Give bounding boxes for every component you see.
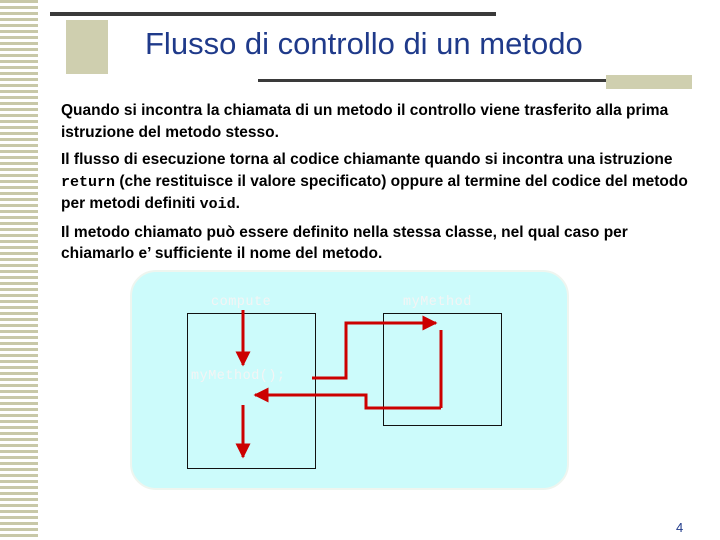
return-text-c: . [235,195,240,212]
call-arrow [312,323,436,378]
void-keyword: void [199,196,236,213]
slide-title: Flusso di controllo di un metodo [145,26,583,61]
paragraph-same-class: Il metodo chiamato può essere definito nella stessa classe, nel qual caso per chiamarlo e’ sufficiente il nome del metodo. [61,223,628,262]
paragraph-method-call: Quando si incontra la chiamata di un metodo il controllo viene trasferito alla prima istruzione del metodo stesso. [61,102,669,141]
return-keyword: return [61,173,116,191]
method-call-label: myMethod(); [191,369,286,384]
return-text-b: (che restituisce il valore specificato) oppure al termine del codice del metodo per metodi definiti [61,172,688,212]
caller-method-label: compute [211,295,272,310]
return-arrow [255,395,441,408]
return-text-a: Il flusso di esecuzione torna al codice chiamante quando si incontra una istruzione [61,151,673,168]
page-number: 4 [676,520,684,535]
callee-method-label: myMethod [403,295,472,310]
